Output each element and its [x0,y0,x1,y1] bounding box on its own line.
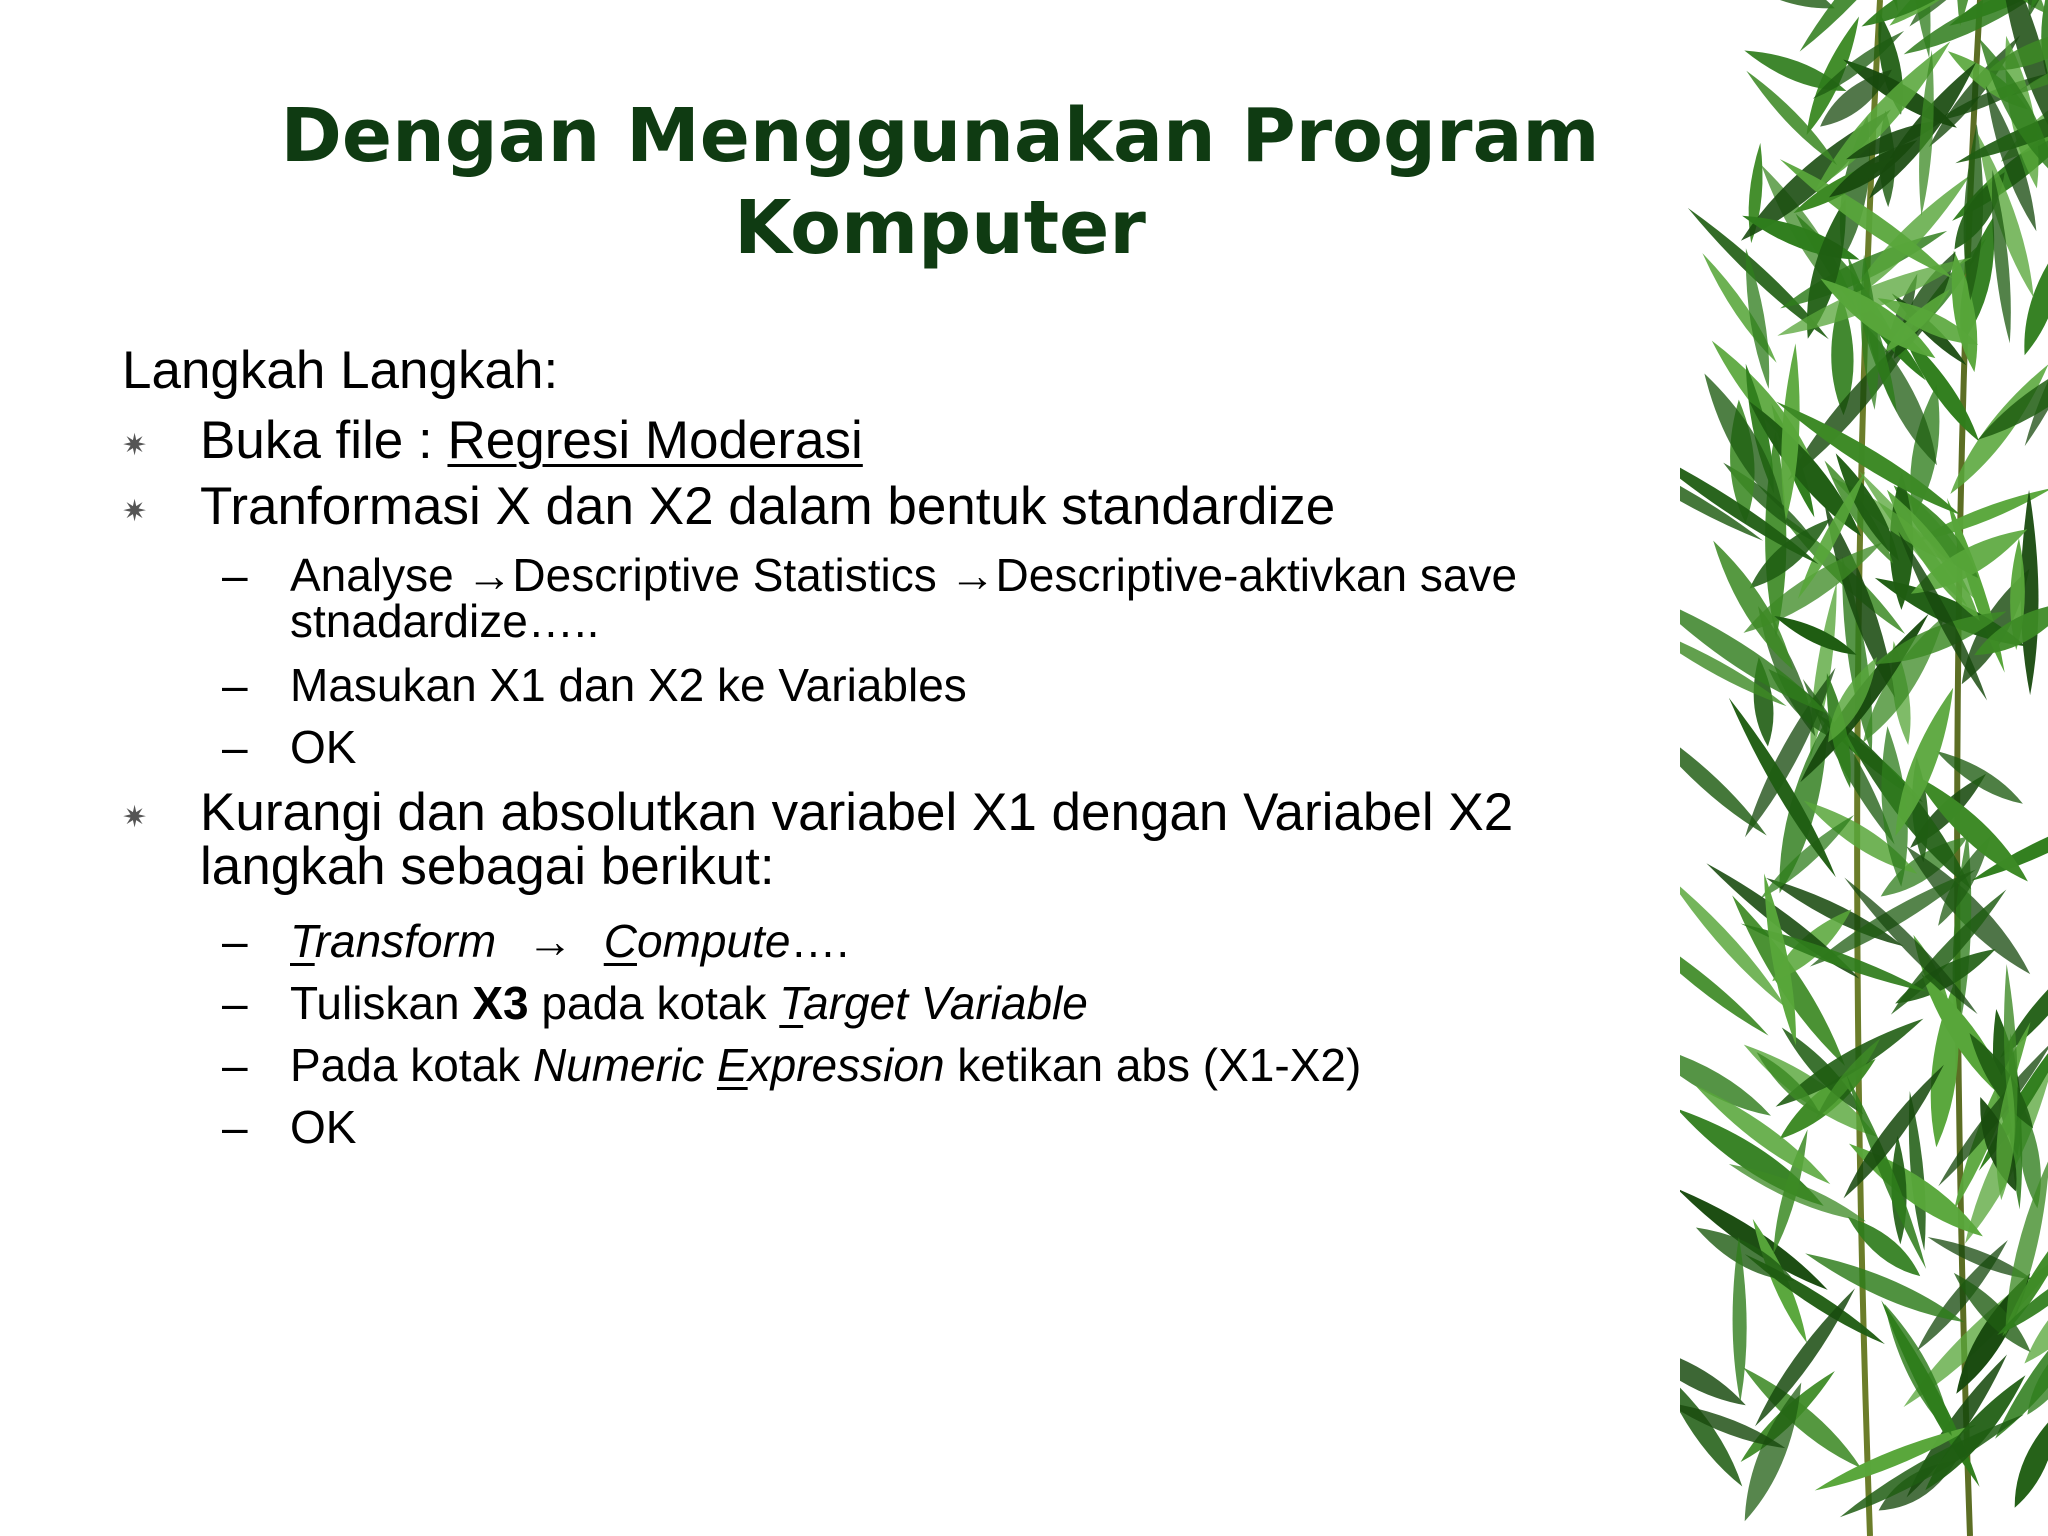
sub-2-1-line-2: stnadardize….. [290,595,600,647]
title-line-1: Dengan Menggunakan Program [280,93,1600,179]
bamboo-leaves-image [1680,0,2048,1536]
bullet-1-prefix: Buka file : [200,411,448,470]
numeric-text: Numeric [532,1039,717,1091]
ellipsis: …. [790,915,850,967]
title-line-2: Komputer [734,185,1146,271]
dash-bullet: – [222,977,248,1029]
bullet-3-line-2: langkah sebagai berikut: [200,837,775,896]
star-bullet-icon: ✷ [122,801,148,834]
sub-2-1-line-1: Analyse →Descriptive Statistics →Descriptive-aktivkan save [290,549,1518,601]
bullet-3-line-1: Kurangi dan absolutkan variabel X1 dengan Variabel X2 [200,783,1514,842]
sub-2-2: Masukan X1 dan X2 ke Variables [290,659,967,711]
star-bullet-icon: ✷ [122,429,148,462]
transform-text: ransform [314,915,497,967]
intro-heading: Langkah Langkah: [122,341,559,400]
transform-mnemonic: T [290,915,315,967]
sub-3-2-middle: pada kotak [528,977,780,1029]
arrow-icon: → [526,915,573,967]
sub-2-3: OK [290,721,357,773]
x3-variable: X3 [472,977,529,1029]
file-link[interactable]: Regresi Moderasi [447,411,863,470]
slide-title [140,90,1740,274]
star-bullet-icon: ✷ [122,495,148,528]
dash-bullet: – [222,1101,248,1153]
sub-3-2-prefix: Tuliskan [290,977,473,1029]
dash-bullet: – [222,915,248,967]
dash-bullet: – [222,1039,248,1091]
sub-3-3-suffix: ketikan abs (X1-X2) [944,1039,1362,1091]
sub-3-4: OK [290,1101,357,1153]
target-variable-text: arget Variable [803,977,1088,1029]
compute-mnemonic: C [603,915,637,967]
sub-3-2 [290,976,1088,1030]
sub-3-3 [290,1038,1361,1092]
bullet-2: Tranformasi X dan X2 dalam bentuk standardize [200,477,1336,536]
sub-3-3-prefix: Pada kotak [290,1039,533,1091]
dash-bullet: – [222,659,248,711]
dash-bullet: – [222,721,248,773]
sub-3-1 [290,914,849,968]
expression-mnemonic: E [716,1039,748,1091]
compute-text: ompute [636,915,791,967]
target-mnemonic: T [779,977,804,1029]
expression-text: xpression [747,1039,945,1091]
dash-bullet: – [222,549,248,601]
bullet-1 [200,410,863,471]
